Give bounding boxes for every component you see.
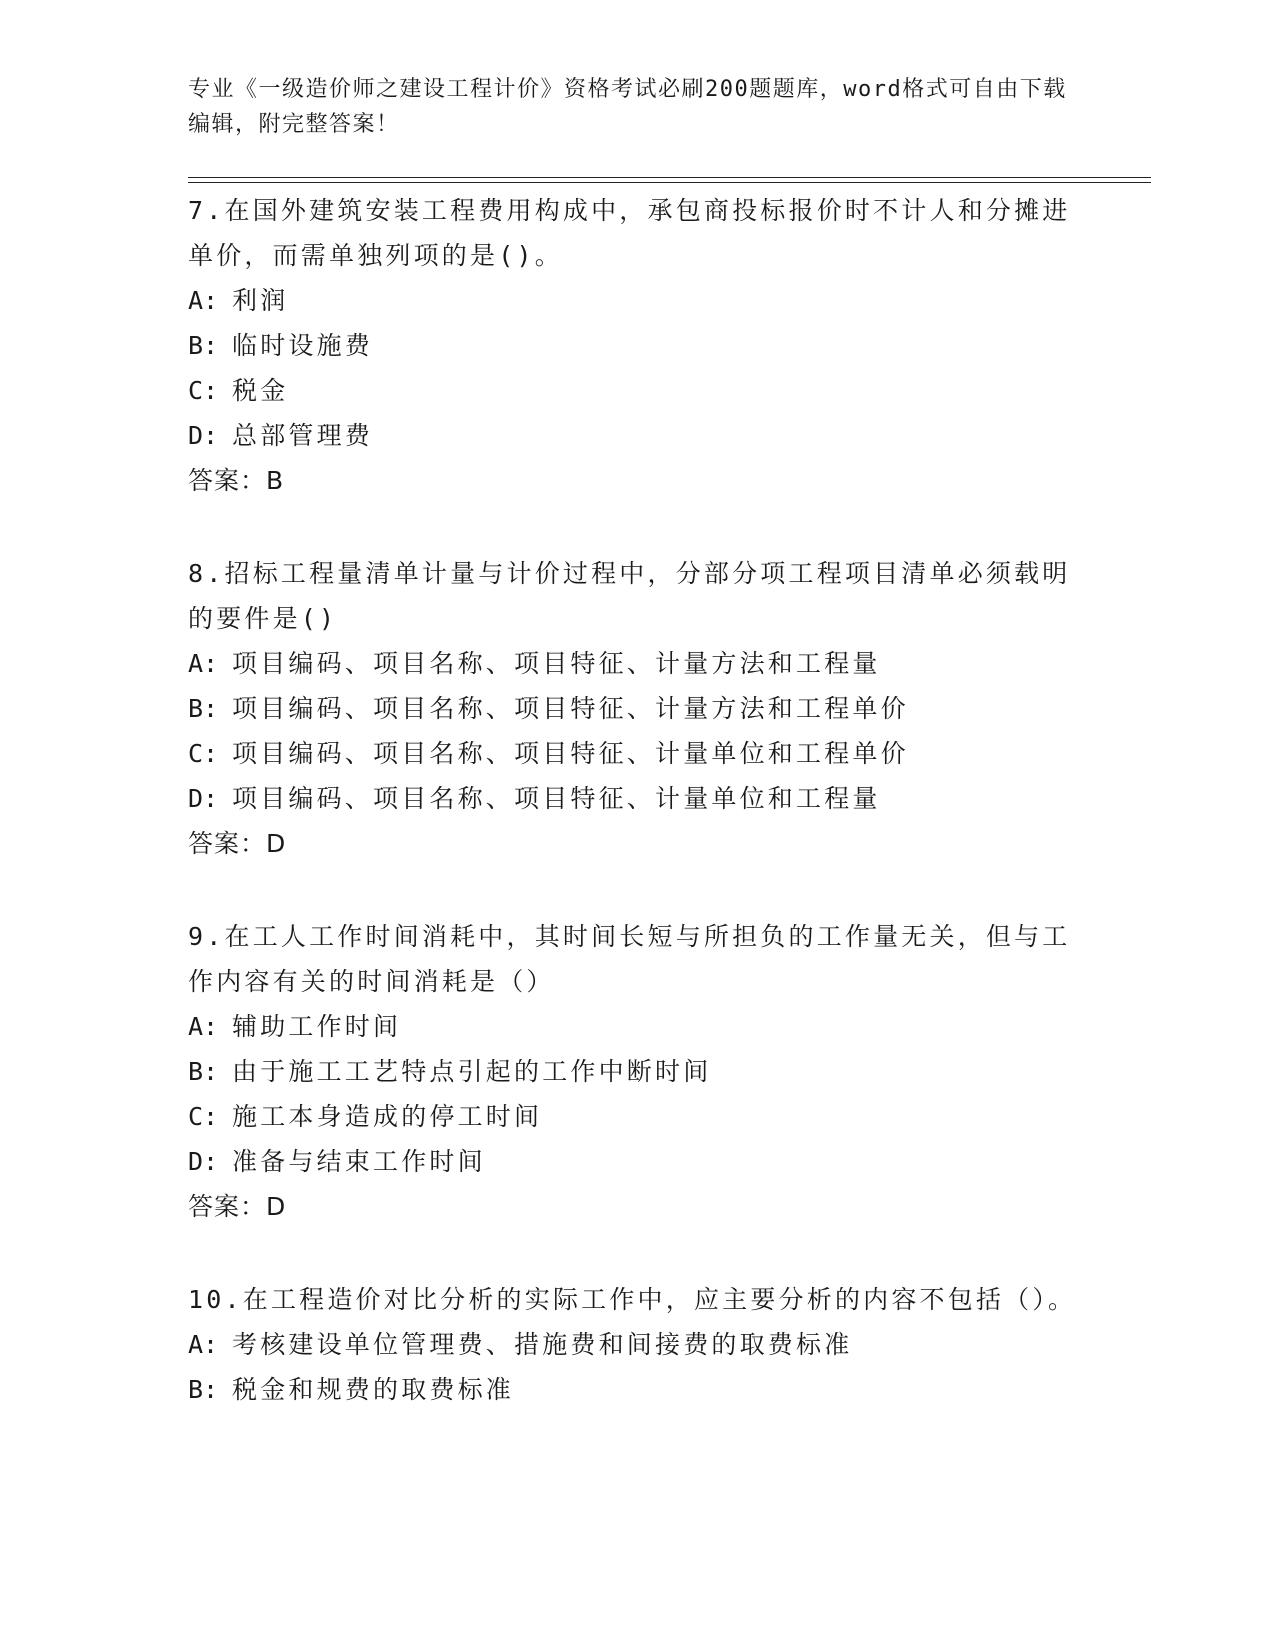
option-text: 施工本身造成的停工时间 <box>232 1102 543 1131</box>
question-7 <box>188 188 1088 503</box>
option-letter: B: <box>188 694 219 723</box>
question-stem: 9.在工人工作时间消耗中，其时间长短与所担负的工作量无关，但与工作内容有关的时间消耗是（） <box>188 922 1071 996</box>
document-header: 专业《一级造价师之建设工程计价》资格考试必刷200题题库，word格式可自由下载编辑，附完整答案！ <box>188 77 1067 137</box>
option-b <box>188 323 1088 368</box>
option-a <box>188 1004 1088 1049</box>
question-8 <box>188 551 1088 866</box>
option-c <box>188 368 1088 413</box>
option-letter: A: <box>188 649 219 678</box>
option-c <box>188 731 1088 776</box>
option-b <box>188 1367 1088 1412</box>
header-divider-bottom <box>188 182 1151 183</box>
option-d <box>188 1139 1088 1184</box>
option-text: 税金 <box>232 376 289 405</box>
option-letter: D: <box>188 1147 219 1176</box>
option-d <box>188 776 1088 821</box>
option-text: 利润 <box>232 286 289 315</box>
answer-line: 答案：D <box>188 829 287 858</box>
option-text: 项目编码、项目名称、项目特征、计量方法和工程量 <box>232 649 881 678</box>
question-stem: 7.在国外建筑安装工程费用构成中，承包商投标报价时不计人和分摊进单价，而需单独列项的是()。 <box>188 196 1071 270</box>
option-letter: C: <box>188 1102 219 1131</box>
option-text: 项目编码、项目名称、项目特征、计量单位和工程量 <box>232 784 881 813</box>
option-letter: B: <box>188 331 219 360</box>
question-9 <box>188 914 1088 1229</box>
option-letter: A: <box>188 1330 219 1359</box>
option-c <box>188 1094 1088 1139</box>
option-text: 项目编码、项目名称、项目特征、计量单位和工程单价 <box>232 739 909 768</box>
option-letter: B: <box>188 1057 219 1086</box>
option-letter: D: <box>188 421 219 450</box>
option-a <box>188 641 1088 686</box>
question-spacer <box>188 866 1088 914</box>
question-spacer <box>188 503 1088 551</box>
option-text: 准备与结束工作时间 <box>232 1147 486 1176</box>
option-letter: C: <box>188 376 219 405</box>
answer-line: 答案：D <box>188 1192 287 1221</box>
option-b <box>188 686 1088 731</box>
option-letter: D: <box>188 784 219 813</box>
question-stem: 10.在工程造价对比分析的实际工作中，应主要分析的内容不包括（）。 <box>188 1285 1077 1314</box>
question-stem: 8.招标工程量清单计量与计价过程中，分部分项工程项目清单必须载明的要件是() <box>188 559 1071 633</box>
option-a <box>188 1322 1088 1367</box>
option-text: 总部管理费 <box>232 421 374 450</box>
option-letter: C: <box>188 739 219 768</box>
option-text: 税金和规费的取费标准 <box>232 1375 515 1404</box>
option-d <box>188 413 1088 458</box>
option-text: 辅助工作时间 <box>232 1012 402 1041</box>
option-text: 临时设施费 <box>232 331 374 360</box>
option-a <box>188 278 1088 323</box>
answer-line: 答案：B <box>188 466 285 495</box>
question-spacer <box>188 1229 1088 1277</box>
question-list <box>188 188 1088 1412</box>
option-letter: B: <box>188 1375 219 1404</box>
option-text: 项目编码、项目名称、项目特征、计量方法和工程单价 <box>232 694 909 723</box>
option-b <box>188 1049 1088 1094</box>
option-letter: A: <box>188 286 219 315</box>
option-text: 由于施工工艺特点引起的工作中断时间 <box>232 1057 712 1086</box>
option-text: 考核建设单位管理费、措施费和间接费的取费标准 <box>232 1330 853 1359</box>
header-divider-top <box>188 177 1151 178</box>
option-letter: A: <box>188 1012 219 1041</box>
question-10 <box>188 1277 1088 1412</box>
